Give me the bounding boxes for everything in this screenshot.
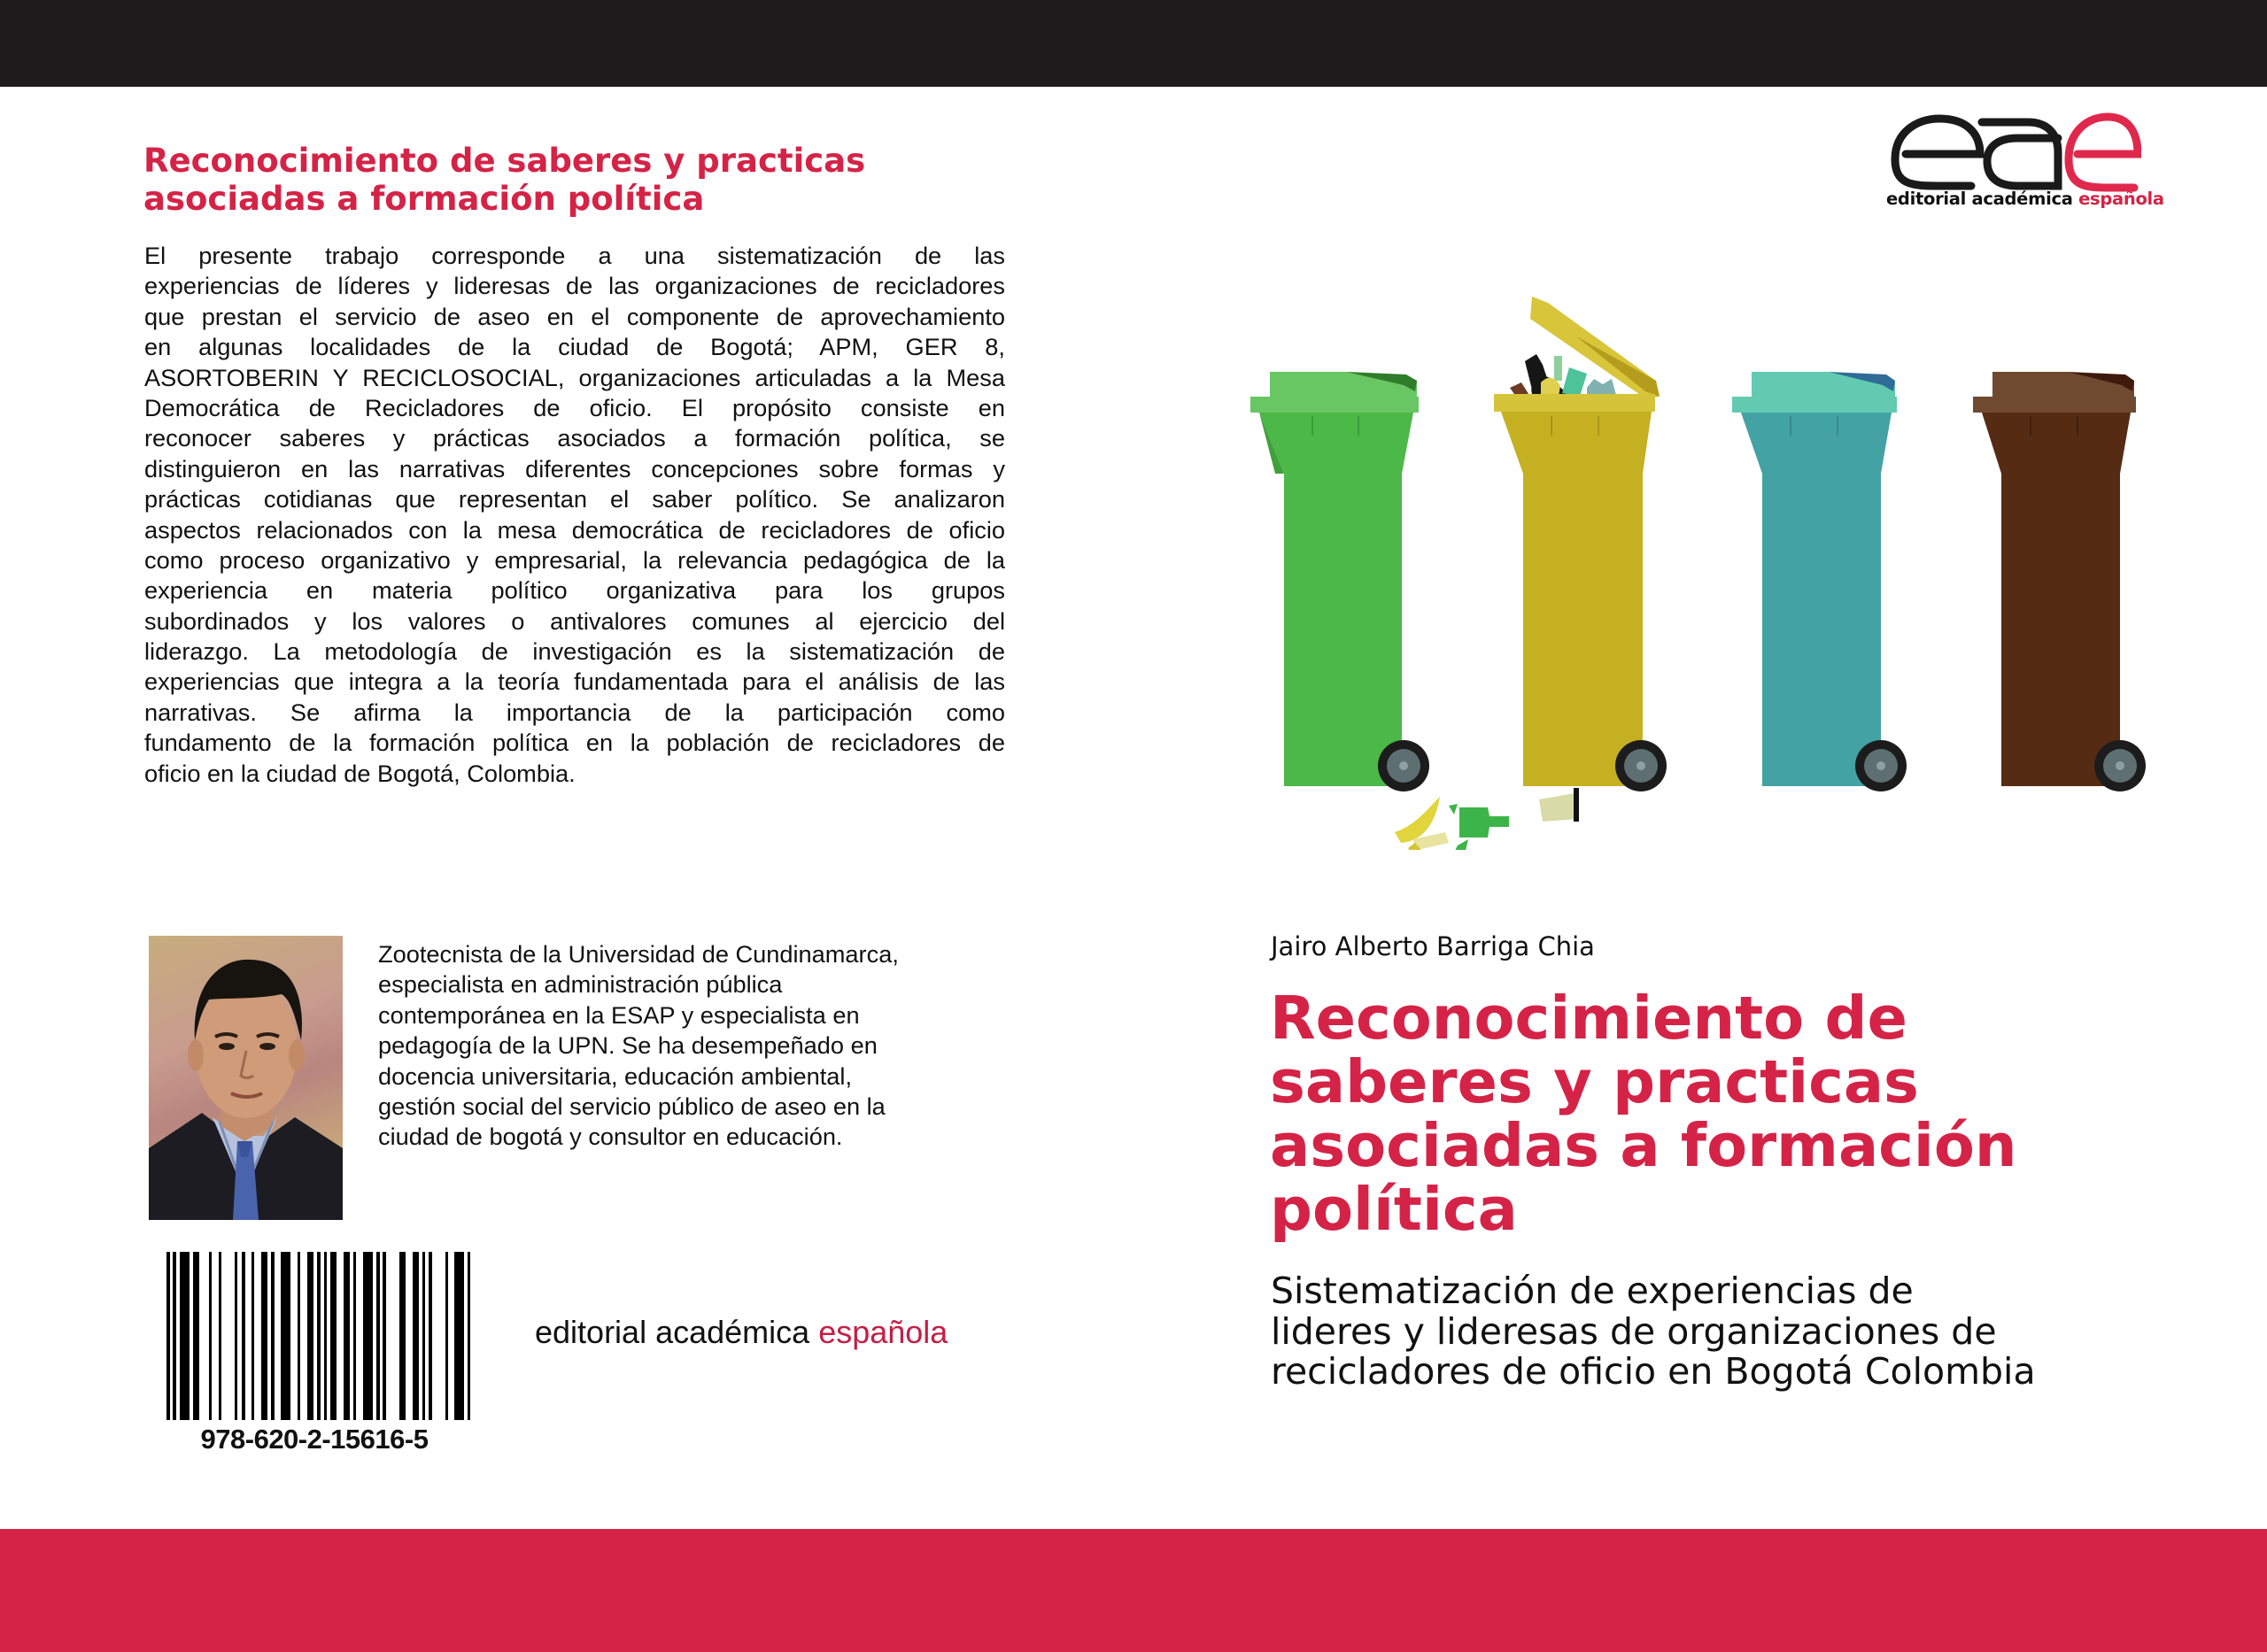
subtitle-line: lideres y lideresas de organizaciones de	[1271, 1309, 1997, 1353]
abstract-line: experiencias que integra a la teoría fundamentada para el análisis de las	[144, 668, 1005, 696]
logo-text-accent: española	[2078, 189, 2164, 209]
publisher-name-accent: española	[818, 1314, 948, 1350]
front-title-line: Reconocimiento de	[1270, 984, 1907, 1053]
bio-line: ciudad de bogotá y consultor en educación.	[378, 1123, 843, 1151]
author-bio	[378, 939, 998, 1153]
spilled-trash-icon	[1395, 797, 1509, 850]
abstract-line: distinguieron en las narrativas diferentes concepciones sobre formas y	[144, 454, 1005, 482]
bottom-band	[0, 1529, 2267, 1652]
back-cover-title	[143, 142, 1029, 218]
author-name: Jairo Alberto Barriga Chia	[1271, 931, 1595, 961]
back-title-line: Reconocimiento de saberes y practicas	[143, 142, 866, 180]
abstract-line: reconocer saberes y prácticas asociados a formación política, se	[144, 424, 1005, 452]
bio-line: Zootecnista de la Universidad de Cundinamarca,	[378, 940, 899, 968]
abstract-line: subordinados y los valores o antivalores comunes al ejercicio del	[144, 606, 1005, 635]
abstract-line: prácticas cotidianas que representan el saber político. Se analizaron	[144, 485, 1005, 513]
abstract-line: oficio en la ciudad de Bogotá, Colombia.	[144, 759, 576, 787]
back-title-line: asociadas a formación política	[143, 180, 705, 218]
bio-line: pedagogía de la UPN. Se ha desempeñado en	[378, 1031, 878, 1060]
brown-bin-icon	[1973, 372, 2146, 791]
abstract-line: en algunas localidades de la ciudad de Bogotá; APM, GER 8,	[144, 333, 1005, 361]
abstract-line: liderazgo. La metodología de investigación es la sistematización de	[144, 637, 1005, 666]
barcode-icon	[158, 1252, 473, 1420]
abstract-line: Democrática de Recicladores de oficio. El propósito consiste en	[144, 393, 1005, 421]
front-cover-title	[1270, 984, 2191, 1244]
abstract	[144, 241, 1005, 789]
bio-line: especialista en administración pública	[378, 970, 783, 999]
abstract-line: ASORTOBERIN Y RECICLOSOCIAL, organizaciones articuladas a la Mesa	[144, 363, 1005, 391]
teal-bin-icon	[1732, 372, 1907, 791]
abstract-line: que prestan el servicio de aseo en el componente de aprovechamiento	[144, 302, 1005, 330]
front-cover-subtitle	[1271, 1271, 2209, 1393]
abstract-line: experiencia en materia político organizativa para los grupos	[144, 576, 1005, 605]
front-title-line: asociadas a formación	[1270, 1111, 2017, 1180]
abstract-line: fundamento de la formación política en la población de recicladores de	[144, 729, 1005, 757]
green-bin-icon	[1250, 372, 1429, 791]
publisher-name: editorial académica	[535, 1314, 810, 1350]
publisher-wordmark	[535, 1314, 948, 1351]
front-title-line: saberes y practicas	[1270, 1047, 1919, 1116]
yellow-bin-icon	[1494, 297, 1667, 822]
abstract-line: aspectos relacionados con la mesa democrática de recicladores de oficio	[144, 515, 1005, 544]
subtitle-line: Sistematización de experiencias de	[1271, 1270, 1914, 1312]
bio-line: docencia universitaria, educación ambiental,	[378, 1061, 853, 1090]
front-title-line: política	[1270, 1175, 1518, 1244]
abstract-line: como proceso organizativo y empresarial, la relevancia pedagógica de la	[144, 545, 1005, 574]
author-photo	[149, 936, 343, 1220]
recycling-bins-illustration	[1240, 283, 2196, 850]
bio-line: gestión social del servicio público de aseo en la	[378, 1092, 886, 1121]
subtitle-line: recicladores de oficio en Bogotá Colombia	[1271, 1350, 2036, 1393]
abstract-line: El presente trabajo corresponde a una sistematización de las	[144, 242, 1005, 269]
abstract-line: narrativas. Se afirma la importancia de la participación como	[144, 698, 1005, 726]
top-band	[0, 0, 2267, 87]
logo-wordmark	[1886, 189, 2164, 209]
bio-line: contemporánea en la ESAP y especialista en	[378, 1000, 860, 1029]
author-portrait-icon	[149, 936, 343, 1220]
abstract-line: experiencias de líderes y lideresas de las organizaciones de recicladores	[144, 272, 1005, 300]
logo-text-primary: editorial académica	[1886, 189, 2073, 209]
isbn: 978-620-2-15616-5	[200, 1424, 429, 1455]
